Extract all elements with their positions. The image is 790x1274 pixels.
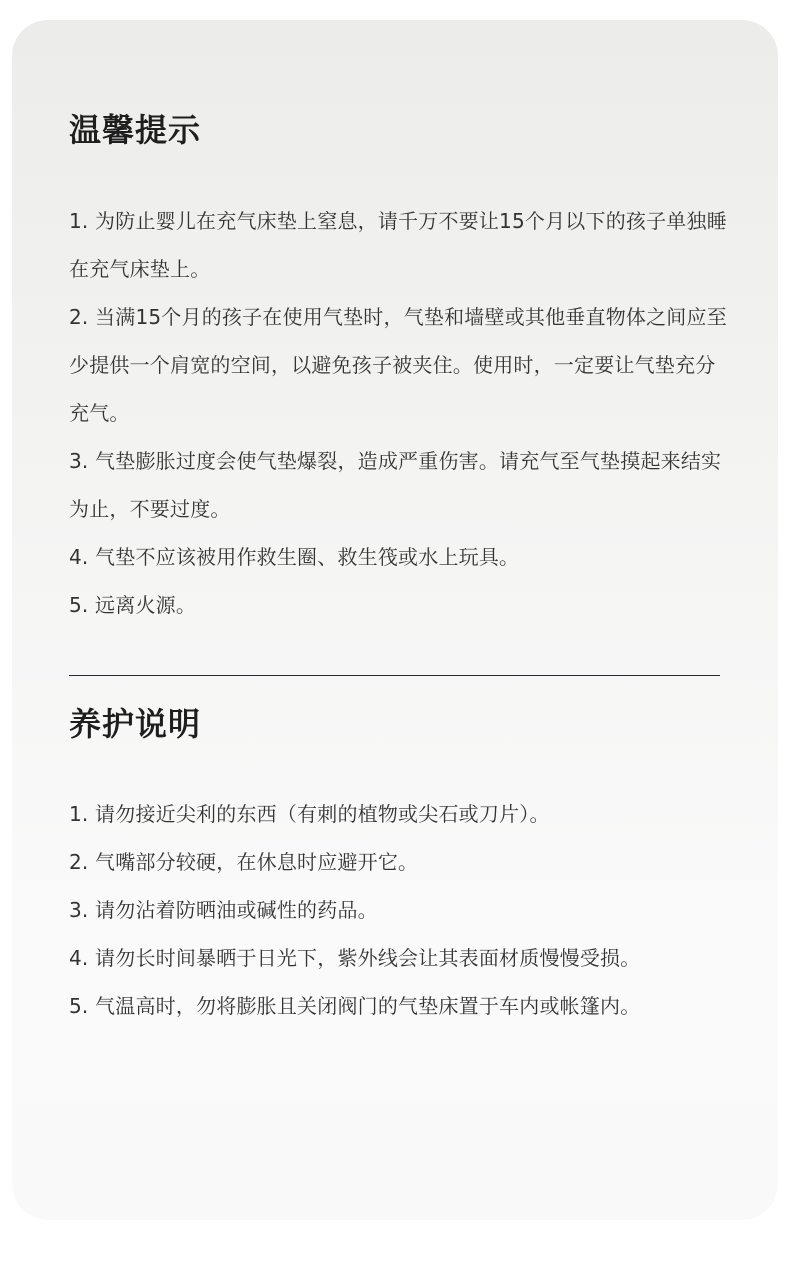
care-item: 5. 气温高时，勿将膨胀且关闭阀门的气垫床置于车内或帐篷内。 — [69, 994, 641, 1018]
tips-item: 5. 远离火源。 — [69, 593, 197, 617]
tips-item: 1. 为防止婴儿在充气床垫上窒息，请千万不要让15个月以下的孩子单独睡在充气床垫上。 — [69, 209, 727, 281]
tips-title: 温馨提示 — [69, 111, 202, 149]
section-divider — [69, 675, 720, 676]
tips-item: 4. 气垫不应该被用作救生圈、救生筏或水上玩具。 — [69, 545, 520, 569]
care-item: 4. 请勿长时间暴晒于日光下，紫外线会让其表面材质慢慢受损。 — [69, 946, 641, 970]
content-card — [12, 20, 778, 1220]
care-item: 2. 气嘴部分较硬，在休息时应避开它。 — [69, 850, 419, 874]
tips-item: 2. 当满15个月的孩子在使用气垫时，气垫和墙壁或其他垂直物体之间应至少提供一个肩宽的空间，以避免孩子被夹住。使用时，一定要让气垫充分充气。 — [69, 305, 727, 425]
care-item: 3. 请勿沾着防晒油或碱性的药品。 — [69, 898, 378, 922]
care-title: 养护说明 — [69, 705, 202, 743]
care-item: 1. 请勿接近尖利的东西（有刺的植物或尖石或刀片）。 — [69, 802, 550, 826]
care-list — [69, 790, 729, 1030]
tips-list — [69, 197, 729, 629]
tips-item: 3. 气垫膨胀过度会使气垫爆裂，造成严重伤害。请充气至气垫摸起来结实为止，不要过度。 — [69, 449, 722, 521]
